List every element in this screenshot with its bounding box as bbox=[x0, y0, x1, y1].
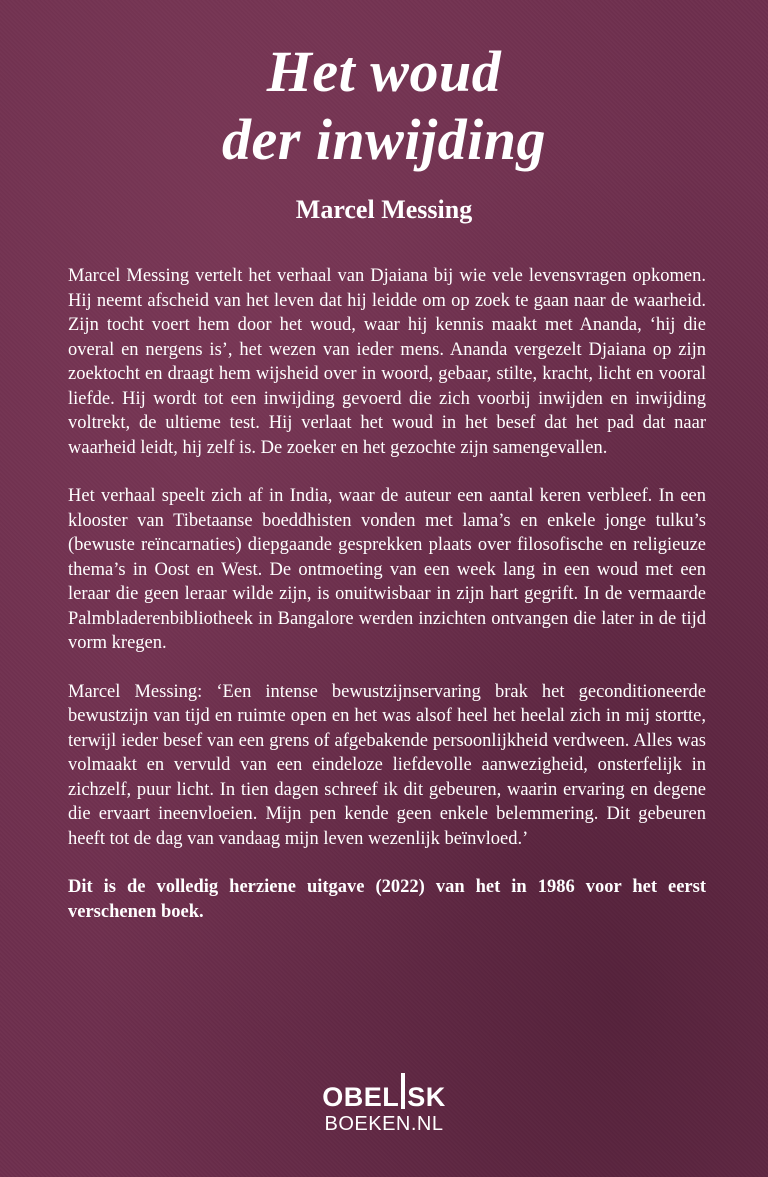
book-title bbox=[0, 38, 768, 174]
publisher-logo bbox=[0, 1075, 768, 1135]
publisher-website: BOEKEN.NL bbox=[324, 1113, 444, 1135]
blurb-paragraph-2: Het verhaal speelt zich af in India, waar de auteur een aantal keren verbleef. In een klooster van Tibetaanse boeddhisten vonden met lama’s en enkele jonge tulku’s (bewuste reïncarnaties) diepgaande gesprekken plaats over filosofische en religieuze thema’s in Oost en West. De ontmoeting van een week lang in een woud met een leraar die geen leraar wilde zijn, is onuitwisbaar in zijn hart gegrift. In de vermaarde Palmbladerenbibliotheek in Bangalore werden inzichten ontvangen die later in de tijd vorm kregen. bbox=[68, 486, 706, 653]
publisher-logo-wordmark bbox=[322, 1075, 446, 1111]
author-name: Marcel Messing bbox=[295, 195, 473, 224]
blurb bbox=[68, 264, 706, 948]
obelisk-icon bbox=[401, 1073, 405, 1109]
blurb-paragraph-1: Marcel Messing vertelt het verhaal van Djaiana bij wie vele levensvragen opkomen. Hij neemt afscheid van het leven dat hij leidde om op zoek te gaan naar de waarheid. Zijn tocht voert hem door het woud, waar hij kennis maakt met Ananda, ‘hij die overal en nergens is’, het wezen van ieder mens. Ananda vergezelt Djaiana op zijn zoektocht en draagt hem wijsheid over in woord, gebaar, stilte, kracht, licht en vooral liefde. Hij wordt tot een inwijding gevoerd die zich voorbij inwijden en inwijding voltrekt, de ultieme test. Hij verlaat het woud in het besef dat het pad dat naar waarheid leidt, hij zelf is. De zoeker en het gezochte zijn samengevallen. bbox=[68, 266, 706, 458]
book-title-line-2: der inwijding bbox=[222, 107, 546, 172]
edition-note: Dit is de volledig herziene uitgave (2022) van het in 1986 voor het eerst verschenen boek. bbox=[68, 877, 706, 922]
blurb-paragraph-3: Marcel Messing: ‘Een intense bewustzijnservaring brak het geconditioneerde bewustzijn van tijd en ruimte open en het was alsof heel het heelal zich in mij stortte, terwijl ieder besef van een grens of afgebakende persoonlijkheid verdween. Alles was volmaakt en vervuld van een eindeloze liefdevolle aanwezigheid, onsterfelijk in zichzelf, puur licht. In tien dagen schreef ik dit gebeuren, waarin ervaring en degene die ervaart ineenvloeien. Mijn pen kende geen enkele belemmering. Dit gebeuren heeft tot de dag van vandaag mijn leven wezenlijk beïnvloed.’ bbox=[68, 681, 706, 849]
logo-text-left: OBEL bbox=[322, 1082, 400, 1112]
book-title-line-1: Het woud bbox=[266, 39, 502, 104]
logo-text-right: SK bbox=[407, 1082, 446, 1112]
